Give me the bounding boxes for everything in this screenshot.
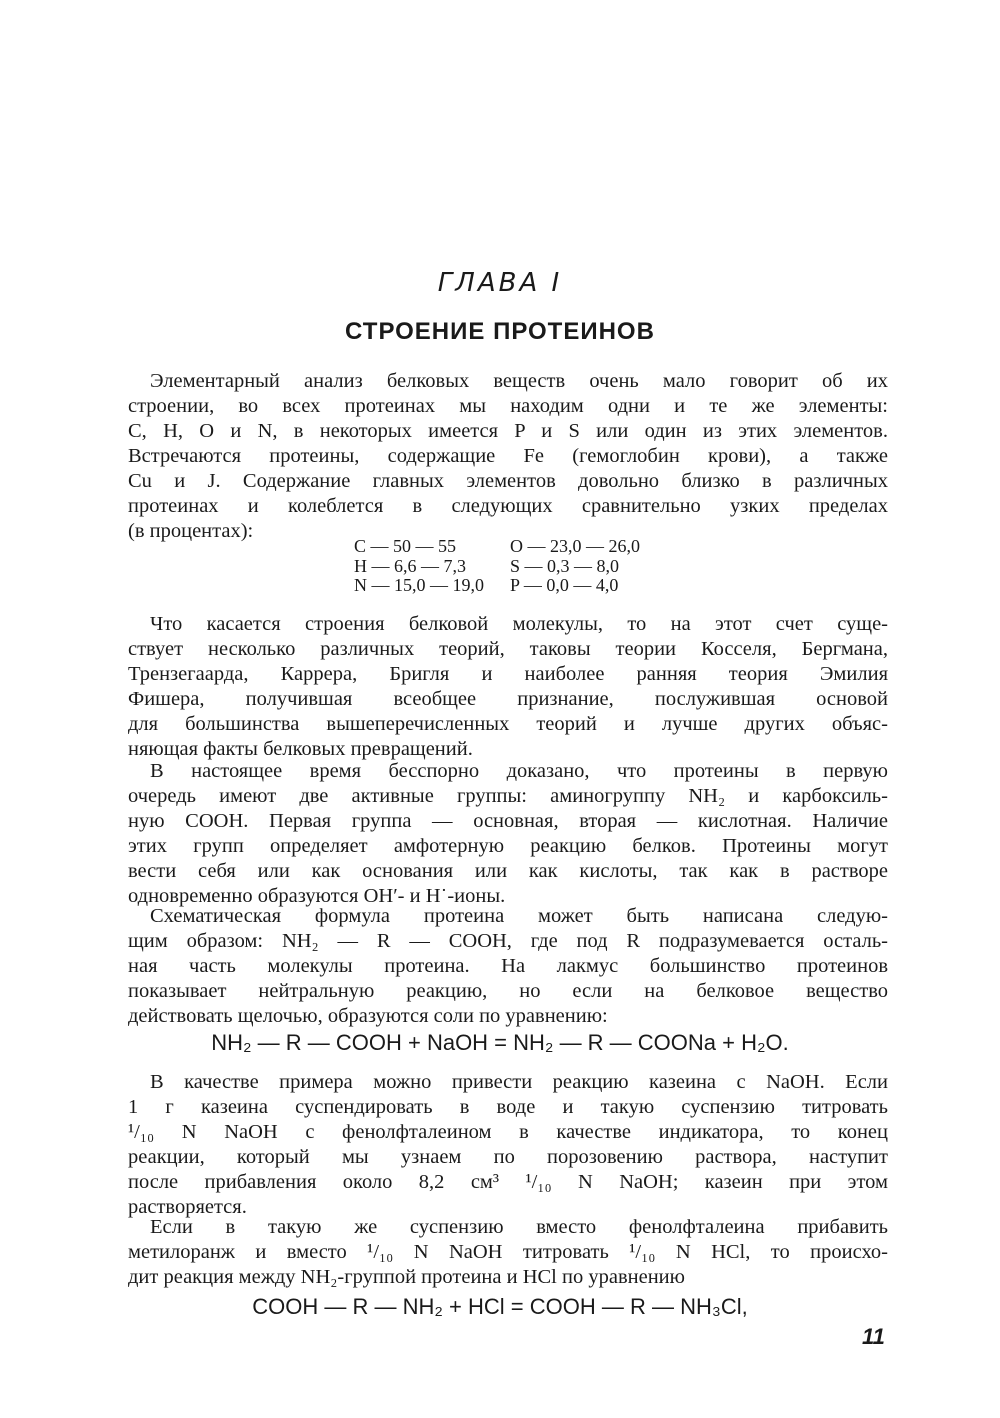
- text-line: 1 г казеина суспендировать в воде и такую суспензию титровать: [128, 1096, 888, 1118]
- table-row: [354, 537, 640, 557]
- table-row: [354, 576, 640, 596]
- paragraph-formula: [128, 904, 888, 1029]
- table-cell: P — 0,0 — 4,0: [510, 575, 619, 595]
- chapter-heading: ГЛАВА I: [437, 268, 563, 298]
- table-cell: H — 6,6 — 7,3: [354, 555, 466, 576]
- text-line: ную COOH. Первая группа — основная, вторая — кислотная. Наличие: [128, 810, 888, 832]
- text-line: действовать щелочью, образуются соли по уравнению:: [128, 1005, 608, 1027]
- text-line: этих групп определяет амфотерную реакцию белков. Протеины могут: [128, 835, 888, 857]
- text-line: няющая факты белковых превращений.: [128, 738, 473, 760]
- text-line: Что касается строения белковой молекулы, то на этот счет суще-: [150, 613, 888, 635]
- equation-naoh: NH₂ — R — COOH + NaOH = NH₂ — R — COONa + H₂O.: [211, 1030, 789, 1055]
- table-cell: S — 0,3 — 8,0: [510, 555, 620, 576]
- text-line: протеинах и колеблется в следующих сравнительно узких пределах: [128, 495, 888, 517]
- table-cell: O — 23,0 — 26,0: [510, 536, 640, 556]
- text-line: (в процентах):: [128, 520, 254, 542]
- text-line: Фишера, получившая всеобщее признание, послужившая основой: [128, 688, 888, 710]
- paragraph-theories: [128, 612, 888, 762]
- text-line: растворяется.: [128, 1196, 247, 1218]
- text-line: В настоящее время бесспорно доказано, что протеины в первую: [150, 760, 888, 782]
- chapter-title: СТРОЕНИЕ ПРОТЕИНОВ: [345, 318, 655, 345]
- text-line: Схематическая формула протеина может быть написана следую-: [150, 905, 888, 927]
- text-line: Трензегаарда, Каррера, Бригля и наиболее ранняя теория Эмилия: [128, 663, 888, 685]
- text-line: для большинства вышеперечисленных теорий и лучше других объяс-: [128, 713, 888, 735]
- text-line: одновременно образуются OH′- и H˙-ионы.: [128, 885, 506, 907]
- paragraph-active-groups: [128, 759, 888, 909]
- text-line: очередь имеют две активные группы: аминогруппу NH₂ и карбоксиль-: [128, 785, 888, 807]
- table-cell: N — 15,0 — 19,0: [354, 575, 484, 595]
- paragraph-elemental-analysis: [128, 369, 888, 544]
- text-line: вести себя или как основания или как кислоты, так как в растворе: [128, 860, 888, 882]
- text-line: В качестве примера можно привести реакцию казеина с NaOH. Если: [150, 1071, 888, 1093]
- paragraph-methyl-orange: [128, 1215, 888, 1290]
- text-line: дит реакция между NH₂-группой протеина и HCl по уравнению: [128, 1266, 685, 1288]
- table-cell: C — 50 — 55: [354, 536, 457, 556]
- text-line: показывает нейтральную реакцию, но если на белковое вещество: [128, 980, 888, 1002]
- page-number: 11: [862, 1324, 885, 1349]
- text-line: Cu и J. Содержание главных элементов довольно близко в различных: [128, 470, 888, 492]
- text-line: ствует несколько различных теорий, таковы теории Косселя, Бергмана,: [128, 638, 888, 660]
- text-line: C, H, O и N, в некоторых имеется P и S или один из этих элементов.: [128, 420, 888, 442]
- text-line: Если в такую же суспензию вместо фенолфталеина прибавить: [150, 1216, 888, 1238]
- text-line: Встречаются протеины, содержащие Fe (гемоглобин крови), а также: [128, 445, 888, 467]
- text-line: ¹/₁₀ N NaOH с фенолфталеином в качестве индикатора, то конец: [128, 1121, 888, 1143]
- text-line: щим образом: NH₂ — R — COOH, где под R подразумевается осталь-: [128, 930, 888, 952]
- text-line: после прибавления около 8,2 см³ ¹/₁₀ N NaOH; казеин при этом: [128, 1171, 888, 1193]
- text-line: Элементарный анализ белковых веществ очень мало говорит об их: [150, 370, 888, 392]
- paragraph-casein: [128, 1070, 888, 1220]
- text-line: метилоранж и вместо ¹/₁₀ N NaOH титровать ¹/₁₀ N HCl, то происхо-: [128, 1241, 888, 1263]
- equation-hcl: COOH — R — NH₂ + HCl = COOH — R — NH₃Cl,: [252, 1294, 748, 1319]
- table-row: [354, 557, 640, 577]
- text-line: реакции, который мы узнаем по порозовению раствора, наступит: [128, 1146, 888, 1168]
- elements-percent-table: [354, 537, 640, 596]
- text-line: ная часть молекулы протеина. На лакмус большинство протеинов: [128, 955, 888, 977]
- text-line: строении, во всех протеинах мы находим одни и те же элементы:: [128, 395, 888, 417]
